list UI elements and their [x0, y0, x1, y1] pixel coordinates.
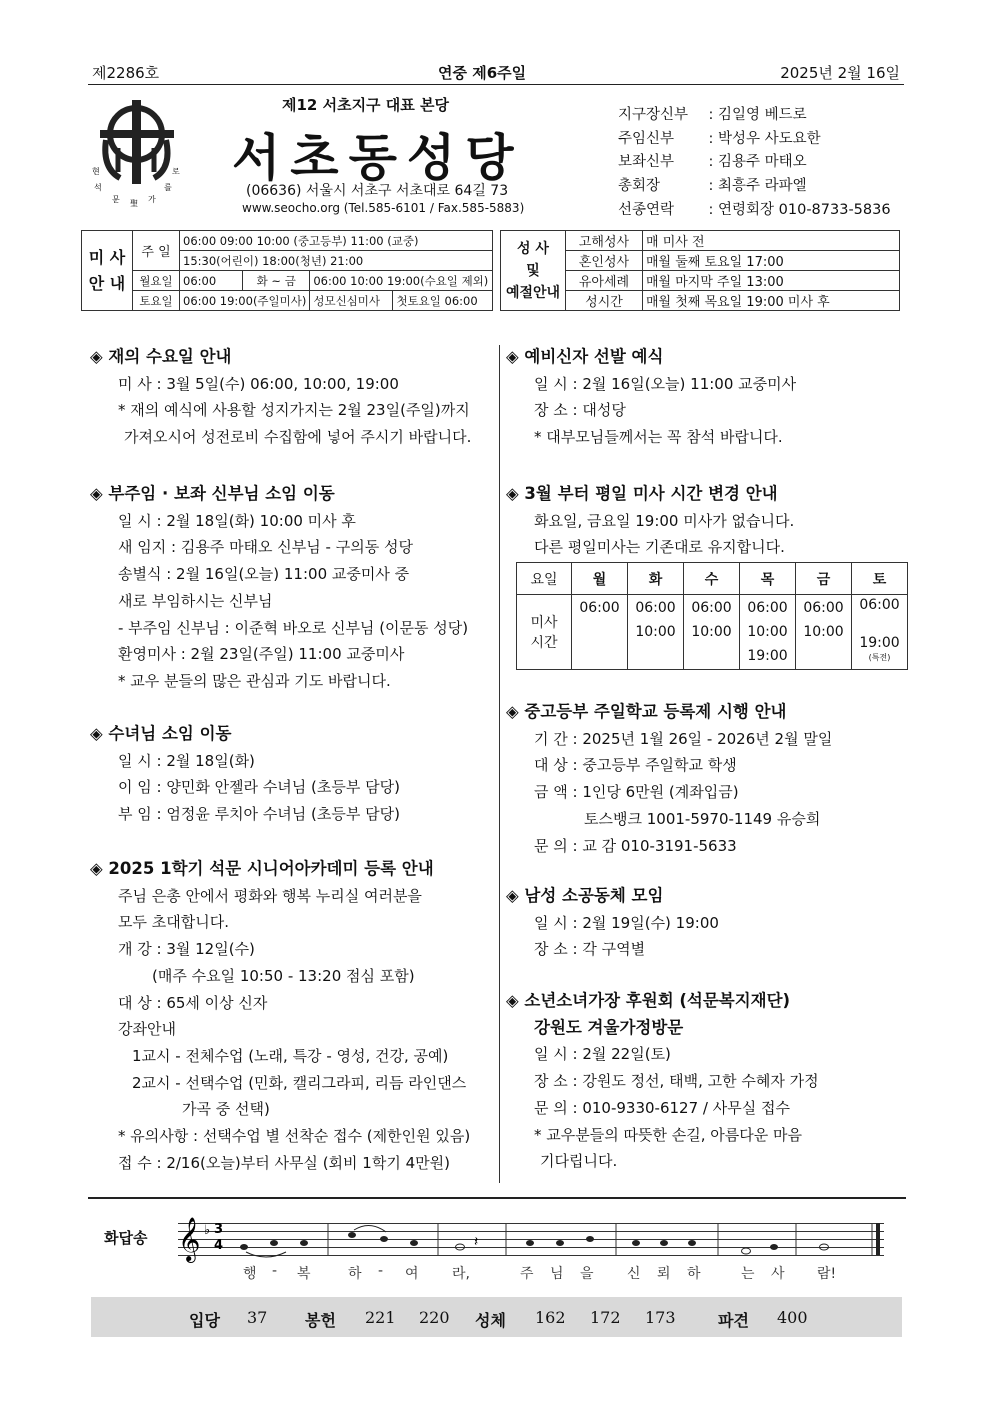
liturgical-week: 연중 제6주일: [438, 64, 527, 82]
mass-schedule-table: 미 사 안 내 주 일 06:00 09:00 10:00 (중고등부) 11:00 (교중) 15:30(어린이) 18:00(청년) 21:00 월요일 06:00 화 ~ 금 06:00 10:00 19:00(수요일 제외) 토요일 06:00 19:00(주일미사) 성모신심미사 첫토요일 06:00: [81, 230, 493, 311]
column-divider: [499, 345, 500, 1183]
svg-text:가: 가: [148, 195, 156, 204]
parish-subtitle: 제12 서초지구 대표 본당: [282, 96, 449, 114]
church-address: (06636) 서울시 서초구 서초대로 64길 73: [246, 183, 509, 199]
svg-text:현: 현: [92, 167, 100, 176]
staff-list: 지구장신부 : 김일영 베드로 주임신부 : 박성우 사도요한 보좌신부 : 김용주 마태오 총회장 : 최흥주 라파엘 선종연락 : 연령회장 010-8733-5836: [618, 107, 891, 218]
issue-date: 2025년 2월 16일: [780, 64, 900, 82]
church-name: 서초동성당: [232, 128, 524, 187]
hymn-numbers-bar: 입당 37 봉헌 221 220 성체 162 172 173 파견 400: [91, 1297, 902, 1337]
notice-ash-wednesday: ◈ 재의 수요일 안내 미 사 : 3월 5일(수) 06:00, 10:00, 19:00 * 재의 예식에 사용할 성지가지는 2월 23일(주일)까지 가져오시어 성전로비 수집함에 넣어 주시기 바랍니다.: [90, 347, 472, 447]
svg-text:聖: 聖: [130, 199, 138, 208]
sacrament-table: 성 사 및 예절안내 고해성사 매 미사 전 혼인성사 매월 둘째 토요일 17:00 유아세례 매월 마지막 주일 13:00 성시간 매월 첫째 목요일 19:00 미사 후: [500, 230, 900, 311]
notice-sister-transfer: ◈ 수녀님 소임 이동 일 시 : 2월 18일(화) 이 임 : 양민화 안젤라 수녀님 (초등부 담당) 부 임 : 엄정윤 루치아 수녀님 (초등부 담당): [90, 724, 400, 824]
hymn-notes: [176, 1212, 888, 1264]
svg-text:𝄞: 𝄞: [178, 1217, 201, 1261]
svg-text:로: 로: [172, 167, 180, 176]
svg-text:3: 3: [214, 1222, 224, 1237]
hymn-label: 화답송: [104, 1229, 148, 1247]
issue-number: 제2286호: [92, 64, 160, 82]
church-logo: [92, 98, 182, 210]
divider: [88, 1197, 906, 1199]
notice-youth-support: ◈ 소년소녀가장 후원회 (석문복지재단) 강원도 겨울가정방문 일 시 : 2월 22일(토) 장 소 : 강원도 정선, 태백, 고한 수혜자 가정 문 의 : 010-9330-6127 / 사무실 접수 * 교우분들의 따뜻한 손길, 아름다운 마음 기다립니다.: [506, 991, 819, 1171]
weekday-mass-table: 요일 월 화 수 목 금 토 미사 시간 06:00 06:00 10:00 06:00 10:00 06:00 10:00 19:00 06:00 10:00 06:00 19:00 (특전): [516, 562, 908, 670]
svg-text:문: 문: [112, 195, 120, 204]
svg-text:4: 4: [214, 1238, 224, 1253]
notice-youth-registration: ◈ 중고등부 주일학교 등록제 시행 안내 기 간 : 2025년 1월 26일 - 2026년 2월 말일 대 상 : 중고등부 주일학교 학생 금 액 : 1인당 6만원 (계좌입금) 토스뱅크 1001-5970-1149 유승희 문 의 : 교 감 010-3191-5633: [506, 702, 833, 855]
notice-priest-transfer: ◈ 부주임 · 보좌 신부님 소임 이동 일 시 : 2월 18일(화) 10:00 미사 후 새 임지 : 김용주 마태오 신부님 - 구의동 성당 송별식 : 2월 16일(오늘) 11:00 교중미사 중 새로 부임하시는 신부님 - 부주임 신부님 : 이준혁 바오로 신부님 (이문동 성당) 환영미사 : 2월 23일(주일) 11:00 교중미사 * 교우 분들의 많은 관심과 기도 바랍니다.: [90, 484, 469, 690]
svg-text:𝄽: 𝄽: [474, 1234, 479, 1250]
svg-text:를: 를: [164, 183, 172, 192]
svg-text:석: 석: [94, 183, 102, 192]
church-website[interactable]: www.seocho.org (Tel.585-6101 / Fax.585-5883): [242, 201, 525, 215]
svg-text:♭: ♭: [204, 1223, 211, 1238]
notice-senior-academy: ◈ 2025 1학기 석문 시니어아카데미 등록 안내 주님 은총 안에서 평화와 행복 누리실 여러분을 모두 초대합니다. 개 강 : 3월 12일(수) (매주 수요일 10:50 - 13:20 점심 포함) 대 상 : 65세 이상 신자 강좌안내 1교시 - 전체수업 (노래, 특강 - 영성, 건강, 공예) 2교시 - 선택수업 (민화, 캘리그라피, 리듬 라인댄스 가곡 중 선택) * 유의사항 : 선택수업 별 선착순 접수 (제한인원 있음) 접 수 : 2/16(오늘)부터 사무실 (회비 1학기 4만원): [90, 859, 471, 1172]
notice-catechumen-rite: ◈ 예비신자 선발 예식 일 시 : 2월 16일(오늘) 11:00 교중미사 장 소 : 대성당 * 대부모님들께서는 꼭 참석 바랍니다.: [506, 347, 797, 447]
divider: [88, 84, 904, 85]
notice-weekday-mass-change: ◈ 3월 부터 평일 미사 시간 변경 안내 화요일, 금요일 19:00 미사가 없습니다. 다른 평일미사는 기존대로 유지합니다.: [506, 484, 795, 557]
notice-mens-community: ◈ 남성 소공동체 모임 일 시 : 2월 19일(수) 19:00 장 소 : 각 구역별: [506, 886, 719, 959]
